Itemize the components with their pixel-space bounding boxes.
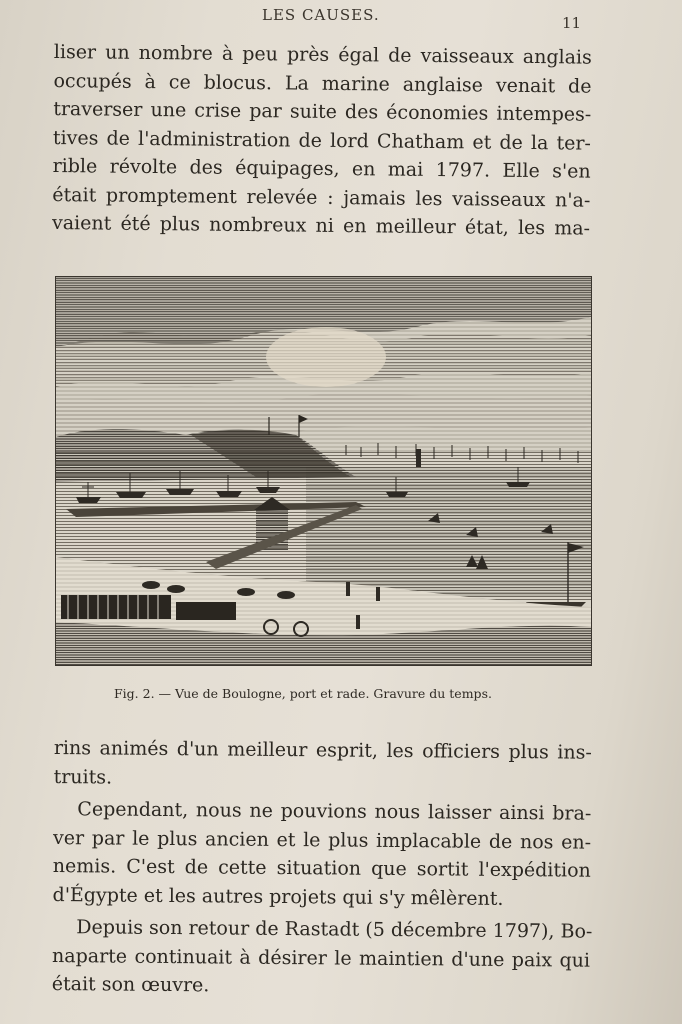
text-line: rible révolte des équipages, en mai 1797. Elle s'en	[52, 154, 591, 183]
running-head: LES CAUSES.	[262, 6, 380, 24]
text-line: tives de l'administration de lord Chatham et de la ter-	[52, 126, 592, 155]
top-paragraph	[52, 38, 592, 243]
text-line: occupés à ce blocus. La marine anglaise venait de	[53, 69, 592, 98]
text-line: d'Égypte et les autres projets qui s'y mêlèrent.	[52, 883, 504, 910]
text-line: vaient été plus nombreux ni en meilleur état, les ma-	[51, 211, 591, 240]
text-line: Depuis son retour de Rastadt (5 décembre 1797), Bo-	[76, 916, 593, 943]
text-line: nemis. C'est de cette situation que sortit l'expédition	[52, 854, 591, 882]
text-line: était promptement relevée : jamais les vaisseaux n'a-	[52, 183, 591, 212]
text-line: truits.	[53, 765, 113, 789]
figure-caption	[114, 686, 544, 701]
text-line: liser un nombre à peu près égal de vaisseaux anglais	[53, 40, 592, 69]
engraving-figure	[55, 276, 592, 666]
figure-caption-text: — Vue de Boulogne, port et rade. Gravure du temps.	[158, 686, 492, 701]
text-line: Cependant, nous ne pouvions nous laisser ainsi bra-	[77, 798, 592, 825]
figure-label: Fig. 2.	[114, 686, 155, 701]
text-line: était son œuvre.	[51, 972, 210, 997]
text-line: naparte continuait à désirer le maintien d'une paix qui	[51, 944, 591, 972]
bottom-text	[52, 734, 592, 1003]
harbour-engraving-image	[56, 277, 591, 665]
text-line: rins animés d'un meilleur esprit, les officiers plus ins-	[53, 736, 592, 764]
text-line: ver par le plus ancien et le plus implacable de nos en-	[53, 826, 592, 854]
text-line: traverser une crise par suite des économies intempes-	[53, 97, 592, 126]
page-number: 11	[562, 14, 582, 32]
